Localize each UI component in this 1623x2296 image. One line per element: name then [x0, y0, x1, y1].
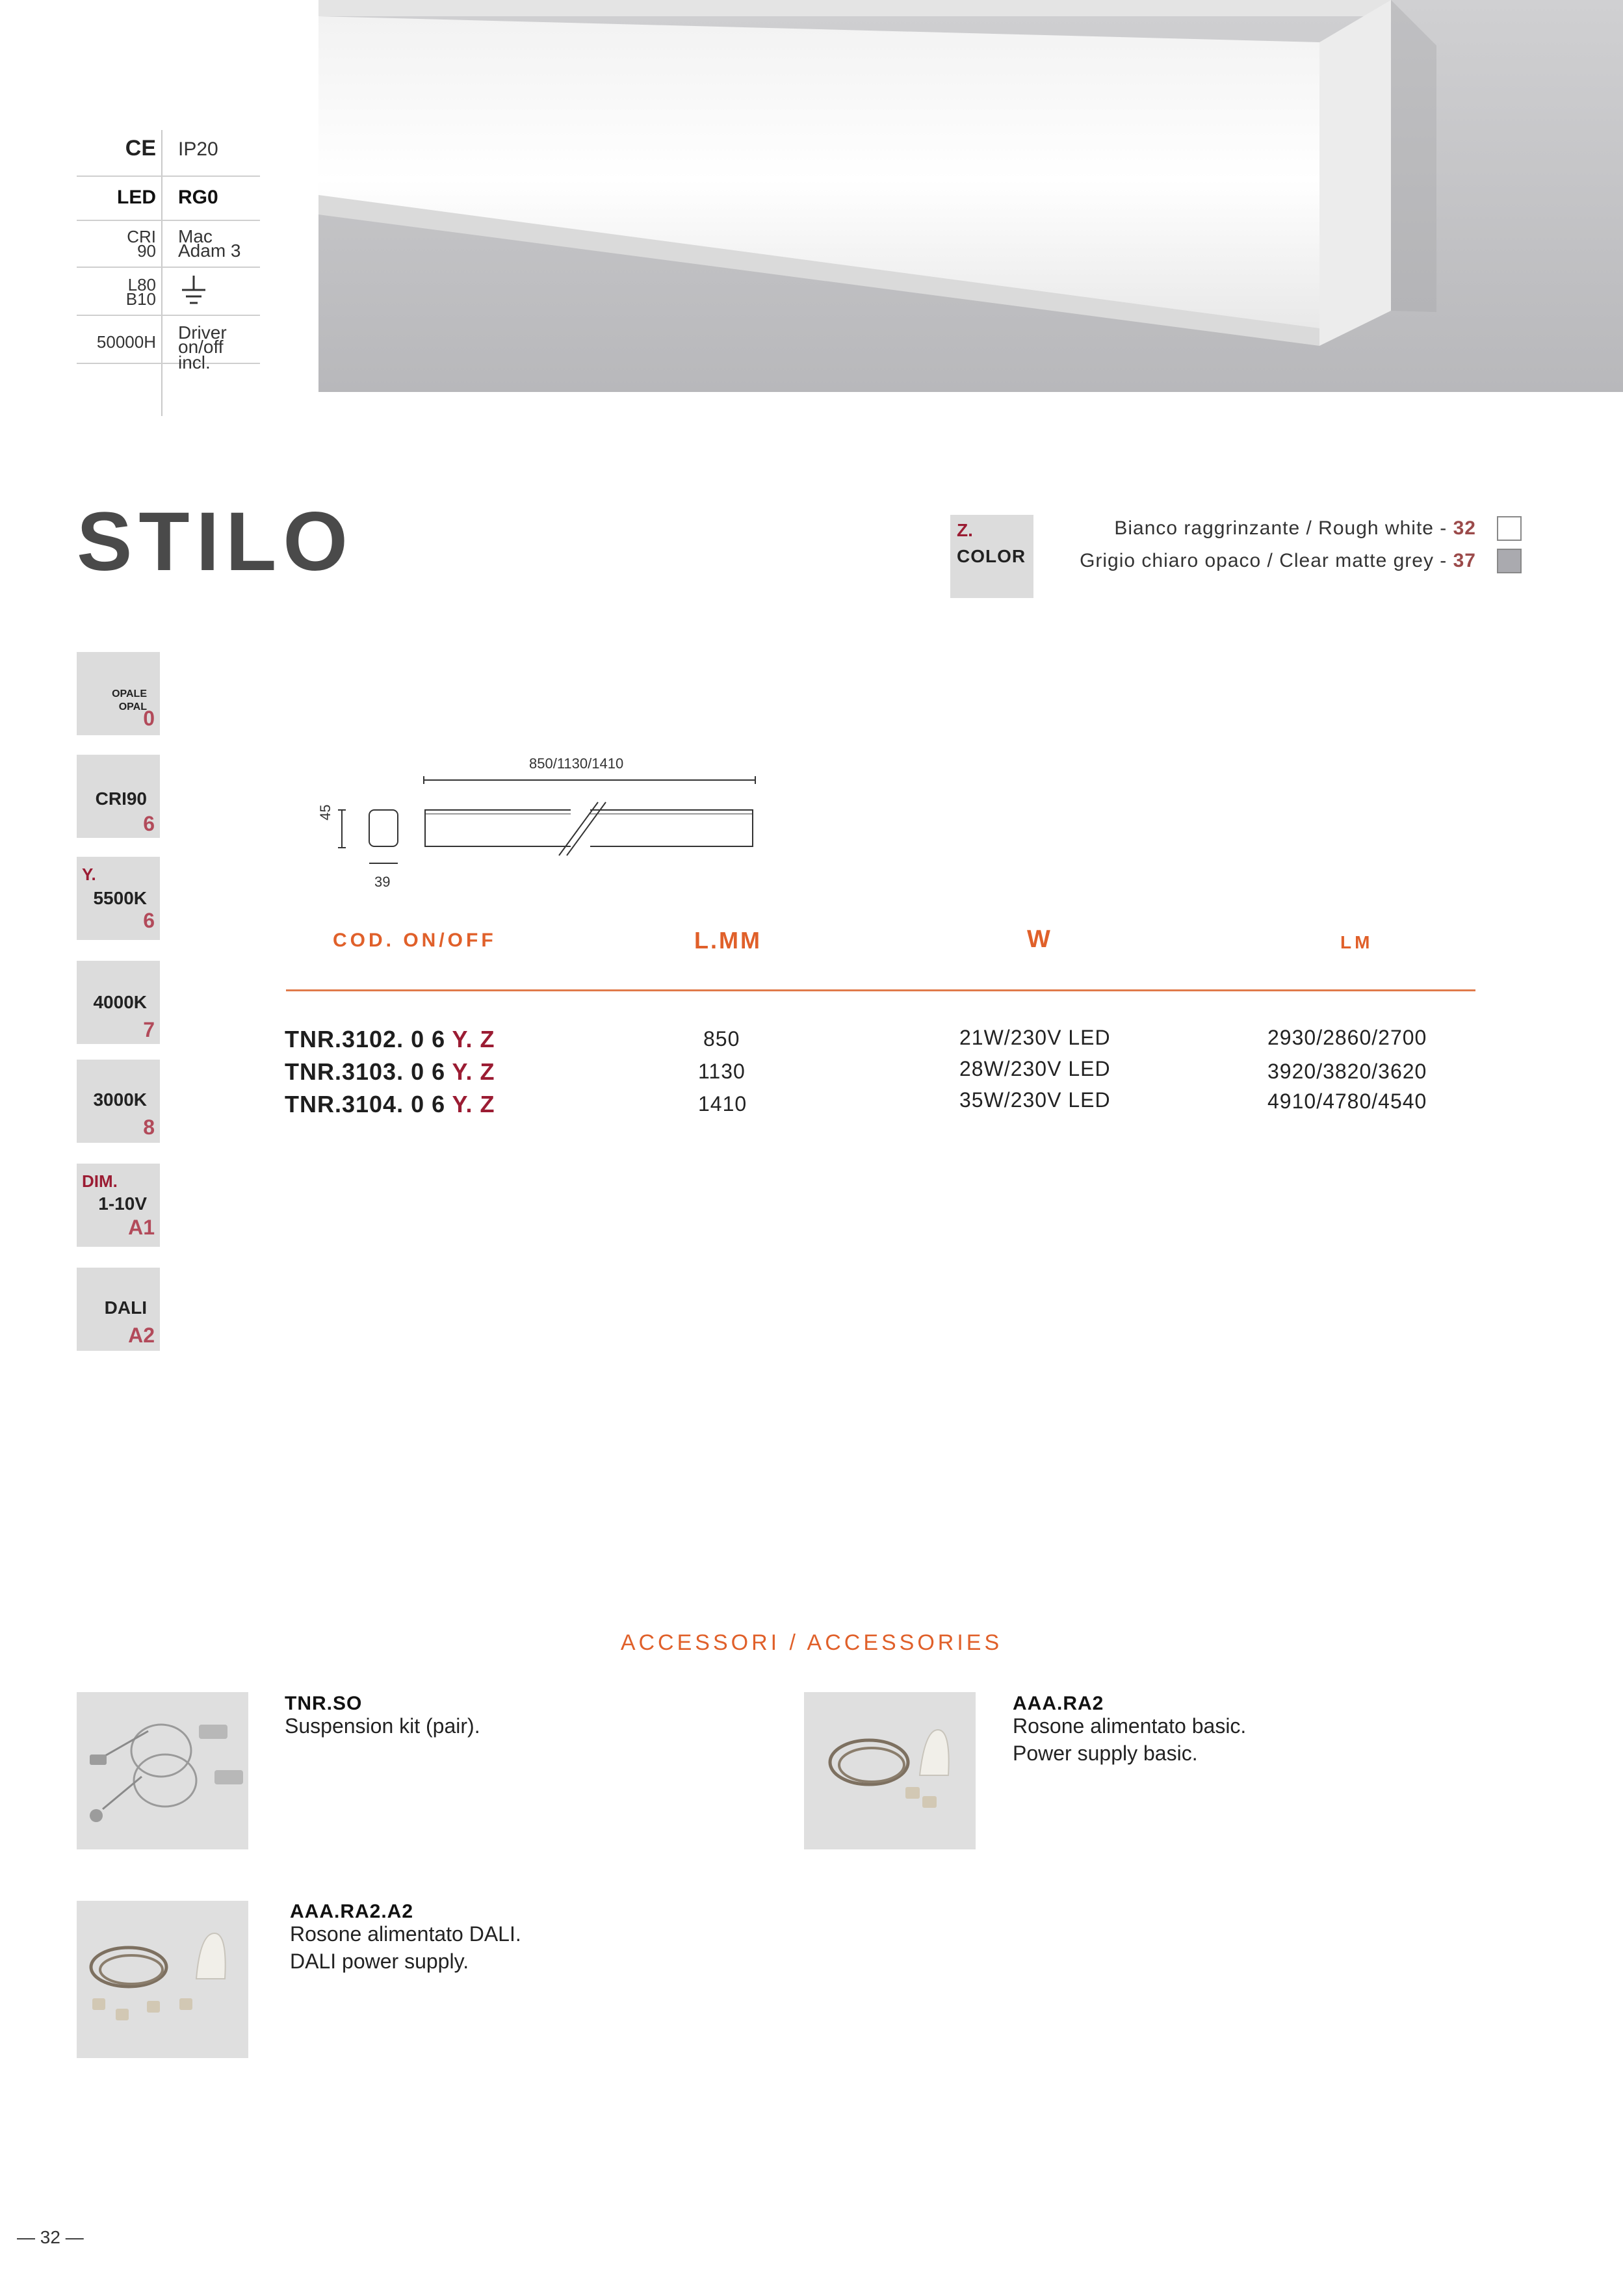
product-title: STILO [77, 495, 354, 588]
lamp-render-illustration [318, 0, 1623, 392]
accessory-description: DALI power supply. [290, 1950, 469, 1973]
row-lumen: 3920/3820/3620 [1267, 1060, 1427, 1083]
spec-row-driver [77, 316, 260, 372]
table-row-code [285, 1058, 495, 1086]
tile-3000k [77, 1060, 160, 1143]
dim-tag: DIM. [82, 1171, 118, 1191]
accessory-description: Power supply basic. [1013, 1742, 1198, 1765]
code-variant: Y. Z [452, 1058, 495, 1085]
row-length: 1410 [698, 1092, 747, 1115]
row-watt: 35W/230V LED [959, 1088, 1111, 1112]
accessory-code: AAA.RA2.A2 [290, 1901, 414, 1922]
cri90-label: CRI90 [95, 789, 147, 809]
accessory-code: AAA.RA2 [1013, 1693, 1104, 1714]
opal-code: 0 [143, 707, 155, 730]
code-variant: Y. Z [452, 1091, 495, 1117]
code-text: TNR.3102. 0 6 [285, 1026, 452, 1052]
header-watt: W [1027, 926, 1054, 953]
led-label: LED [117, 187, 156, 208]
opal-label-it: OPALE [112, 688, 147, 699]
tile-opal [77, 652, 160, 735]
spec-row-cri [77, 221, 260, 268]
color-code-box [950, 515, 1033, 598]
5500k-label: 5500K [93, 888, 147, 908]
technical-drawing [338, 774, 767, 897]
height-dimension: 45 [317, 804, 333, 820]
accessory-code: TNR.SO [285, 1693, 363, 1714]
color-label: COLOR [957, 546, 1026, 566]
color-option-number: 32 [1453, 517, 1476, 539]
tile-cri90 [77, 755, 160, 838]
row-lumen: 2930/2860/2700 [1267, 1026, 1427, 1049]
header-lumen: LM [1340, 932, 1373, 952]
dim-code: A1 [128, 1216, 155, 1239]
5500k-code: 6 [143, 909, 155, 932]
row-lumen: 4910/4780/4540 [1267, 1089, 1427, 1113]
length-dimension: 850/1130/1410 [529, 755, 624, 772]
hero-product-image [318, 0, 1623, 392]
4000k-label: 4000K [93, 992, 147, 1012]
grey-swatch [1497, 549, 1522, 573]
row-watt: 21W/230V LED [959, 1026, 1111, 1049]
table-row-code [285, 1026, 495, 1053]
accessory-description: Rosone alimentato basic. [1013, 1714, 1247, 1738]
white-swatch [1497, 516, 1522, 541]
cri-label: CRI [127, 227, 156, 246]
power-supply-basic-image [804, 1692, 976, 1849]
color-option-text: Bianco raggrinzante / Rough white - [1114, 517, 1453, 539]
risk-group: RG0 [178, 187, 218, 208]
tile-4000k [77, 961, 160, 1044]
4000k-code: 7 [143, 1018, 155, 1041]
code-text: TNR.3104. 0 6 [285, 1091, 452, 1117]
dali-code: A2 [128, 1324, 155, 1347]
header-length: L.MM [694, 927, 762, 954]
code-variant: Y. Z [452, 1026, 495, 1052]
ip-rating: IP20 [178, 138, 218, 160]
power-supply-dali-image [77, 1901, 248, 2058]
color-option-text: Grigio chiaro opaco / Clear matte grey - [1080, 550, 1453, 571]
ground-symbol-icon [179, 276, 208, 308]
width-dimension: 39 [374, 874, 391, 890]
b10-label: B10 [125, 289, 156, 309]
driver-line-1: Driver [178, 322, 227, 343]
accessories-title: ACCESSORI / ACCESSORIES [620, 1630, 1003, 1655]
table-header-rule [286, 989, 1475, 991]
suspension-kit-image [77, 1692, 248, 1849]
dim-label: 1-10V [98, 1194, 147, 1214]
row-watt: 28W/230V LED [959, 1057, 1111, 1080]
color-option-grey [1080, 550, 1476, 572]
tile-5500k [77, 857, 160, 940]
header-code: COD. ON/OFF [333, 930, 497, 951]
macadam-line-2: Adam 3 [178, 241, 241, 261]
3000k-label: 3000K [93, 1089, 147, 1110]
table-row-code [285, 1091, 495, 1118]
hours-label: 50000H [96, 332, 156, 352]
opal-label-en: OPAL [118, 701, 147, 712]
row-length: 850 [703, 1027, 740, 1050]
ce-mark: CE [125, 136, 156, 161]
dali-label: DALI [104, 1298, 147, 1318]
cri-value: 90 [137, 241, 156, 261]
spec-row-led [77, 177, 260, 221]
page-number: — 32 — [17, 2227, 84, 2247]
color-z-tag: Z. [957, 520, 973, 540]
tile-dali [77, 1268, 160, 1351]
y-tag: Y. [82, 865, 96, 884]
code-text: TNR.3103. 0 6 [285, 1058, 452, 1085]
3000k-code: 8 [143, 1115, 155, 1139]
suspension-kit-illustration [77, 1692, 248, 1849]
l80-label: L80 [127, 275, 156, 294]
cri90-code: 6 [143, 812, 155, 835]
accessory-description: Suspension kit (pair). [285, 1714, 480, 1738]
tile-dim [77, 1164, 160, 1247]
power-supply-basic-illustration [804, 1692, 976, 1849]
driver-line-2: on/off incl. [178, 337, 224, 372]
power-supply-dali-illustration [77, 1901, 248, 2058]
spec-row-ce [77, 130, 260, 177]
color-option-number: 37 [1453, 550, 1476, 571]
macadam-line-1: Mac [178, 226, 213, 246]
row-length: 1130 [698, 1060, 746, 1083]
spec-row-lifetime [77, 268, 260, 316]
color-option-white [1114, 517, 1476, 540]
accessory-description: Rosone alimentato DALI. [290, 1922, 521, 1946]
